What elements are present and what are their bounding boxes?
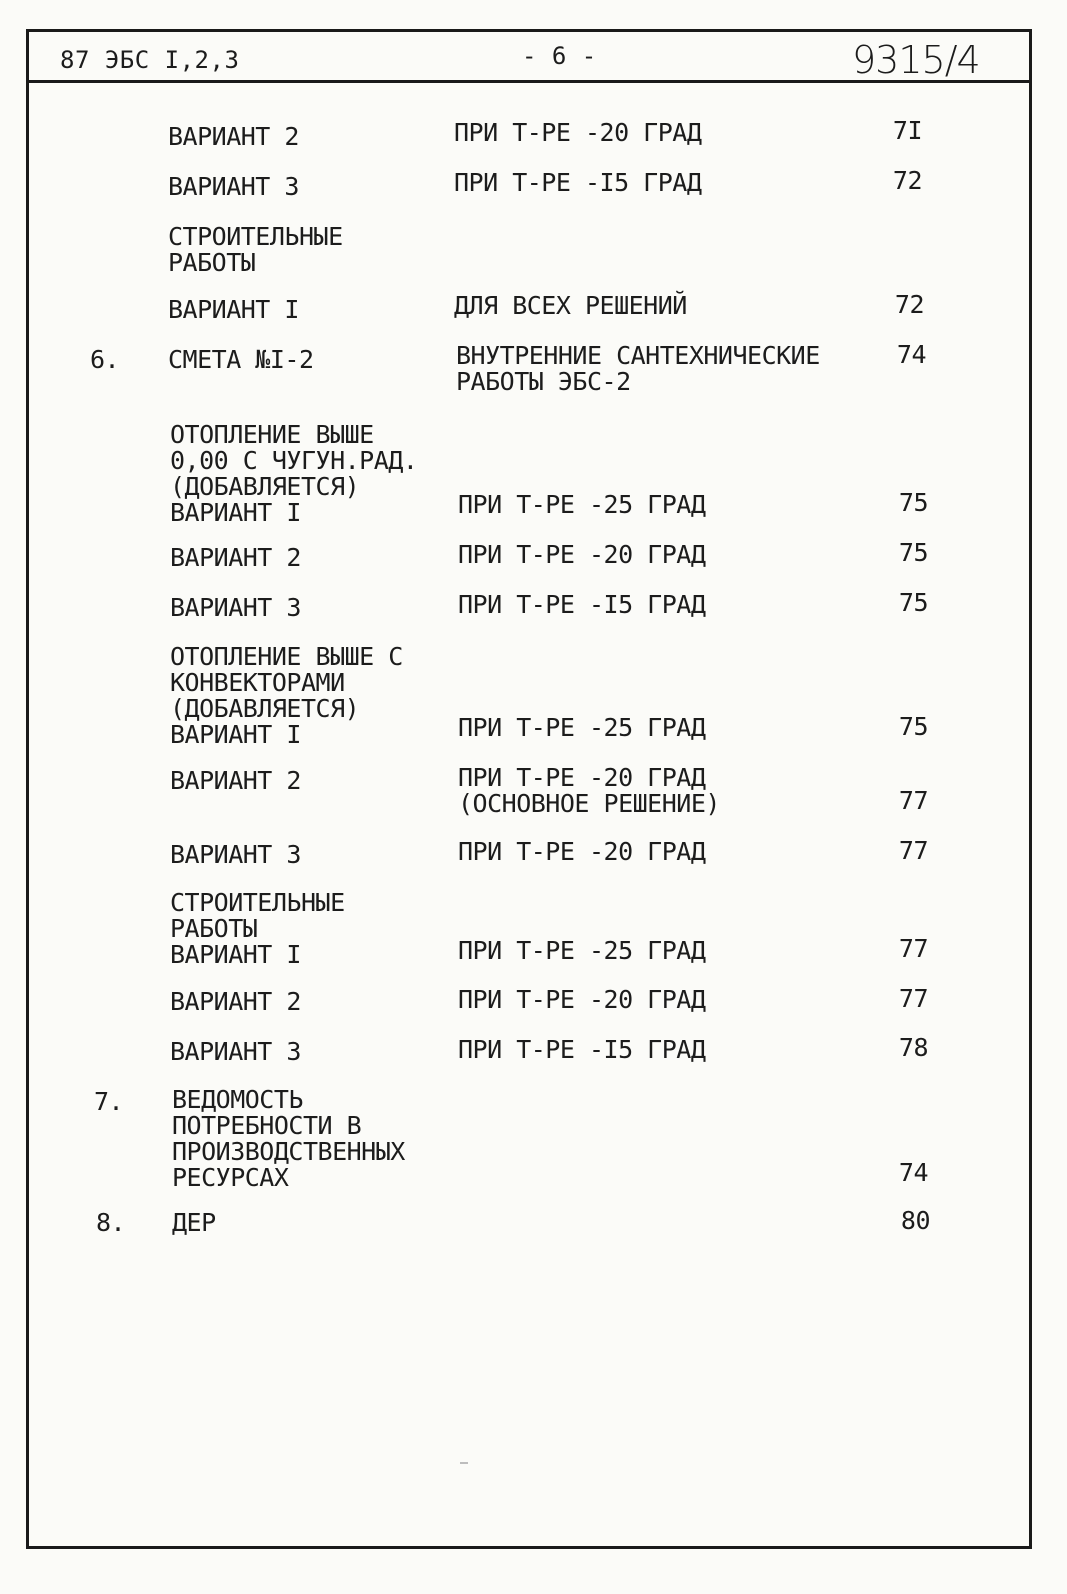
entry-page: 78 [898, 1033, 928, 1062]
entry-name: ВАРИАНТ 3 [170, 593, 301, 622]
entry-name: СТРОИТЕЛЬНЫЕ РАБОТЫ ВАРИАНТ I [170, 888, 345, 969]
entry-page: 72 [894, 290, 924, 319]
entry-page: 75 [898, 588, 928, 617]
entry-name: ВАРИАНТ 3 [170, 1037, 301, 1066]
entry-description: ПРИ Т-РЕ -20 ГРАД [458, 540, 706, 569]
scan-smudge [460, 1462, 468, 1464]
entry-name: ВАРИАНТ 3 [170, 840, 301, 869]
entry-index: 6. [90, 345, 120, 374]
document-code: 87 ЭБС I,2,3 [60, 46, 240, 74]
entry-description: ПРИ Т-РЕ -20 ГРАД (ОСНОВНОЕ РЕШЕНИЕ) [458, 763, 720, 818]
document-number: 9315/4 [852, 38, 980, 82]
entry-description: ВНУТРЕННИЕ САНТЕХНИЧЕСКИЕ РАБОТЫ ЭБС-2 [456, 341, 820, 396]
entry-description: ПРИ Т-РЕ -25 ГРАД [458, 490, 706, 519]
page-number: - 6 - [522, 42, 597, 70]
entry-page: 7I [892, 116, 922, 145]
entry-page: 74 [896, 340, 926, 369]
entry-description: ПРИ Т-РЕ -20 ГРАД [458, 837, 706, 866]
entry-description: ПРИ Т-РЕ -25 ГРАД [458, 936, 706, 965]
entry-name: ВАРИАНТ 2 [170, 543, 301, 572]
section-heading: СТРОИТЕЛЬНЫЕ РАБОТЫ [168, 222, 343, 277]
entry-page: 77 [898, 786, 928, 815]
entry-index: 8. [96, 1208, 126, 1237]
entry-page: 72 [892, 166, 922, 195]
entry-description: ПРИ Т-РЕ -25 ГРАД [458, 713, 706, 742]
entry-description: ПРИ Т-РЕ -I5 ГРАД [458, 1035, 706, 1064]
entry-description: ПРИ Т-РЕ -20 ГРАД [458, 985, 706, 1014]
entry-name: ОТОПЛЕНИЕ ВЫШЕ 0,00 С ЧУГУН.РАД. (ДОБАВЛЯЕТСЯ) ВАРИАНТ I [170, 420, 418, 527]
entry-name: ВАРИАНТ 2 [168, 122, 299, 151]
entry-name: ДЕР [172, 1208, 216, 1237]
entry-description: ПРИ Т-РЕ -I5 ГРАД [454, 168, 702, 197]
entry-page: 80 [900, 1206, 930, 1235]
entry-page: 77 [898, 836, 928, 865]
entry-name: ОТОПЛЕНИЕ ВЫШЕ С КОНВЕКТОРАМИ (ДОБАВЛЯЕТСЯ) ВАРИАНТ I [170, 642, 403, 749]
entry-page: 75 [898, 488, 928, 517]
entry-description: ПРИ Т-РЕ -I5 ГРАД [458, 590, 706, 619]
entry-page: 77 [898, 984, 928, 1013]
entry-description: ДЛЯ ВСЕХ РЕШЕНИЙ [454, 291, 687, 320]
entry-page: 75 [898, 712, 928, 741]
entry-index: 7. [94, 1087, 124, 1116]
entry-name: СМЕТА №I-2 [168, 345, 314, 374]
entry-name: ВАРИАНТ 2 [170, 766, 301, 795]
entry-name: ВАРИАНТ 3 [168, 172, 299, 201]
entry-page: 75 [898, 538, 928, 567]
entry-page: 74 [898, 1158, 928, 1187]
entry-name: ВЕДОМОСТЬ ПОТРЕБНОСТИ В ПРОИЗВОДСТВЕННЫХ РЕСУРСАХ [172, 1085, 405, 1192]
entry-description: ПРИ Т-РЕ -20 ГРАД [454, 118, 702, 147]
entry-page: 77 [898, 934, 928, 963]
entry-name: ВАРИАНТ 2 [170, 987, 301, 1016]
entry-name: ВАРИАНТ I [168, 295, 299, 324]
